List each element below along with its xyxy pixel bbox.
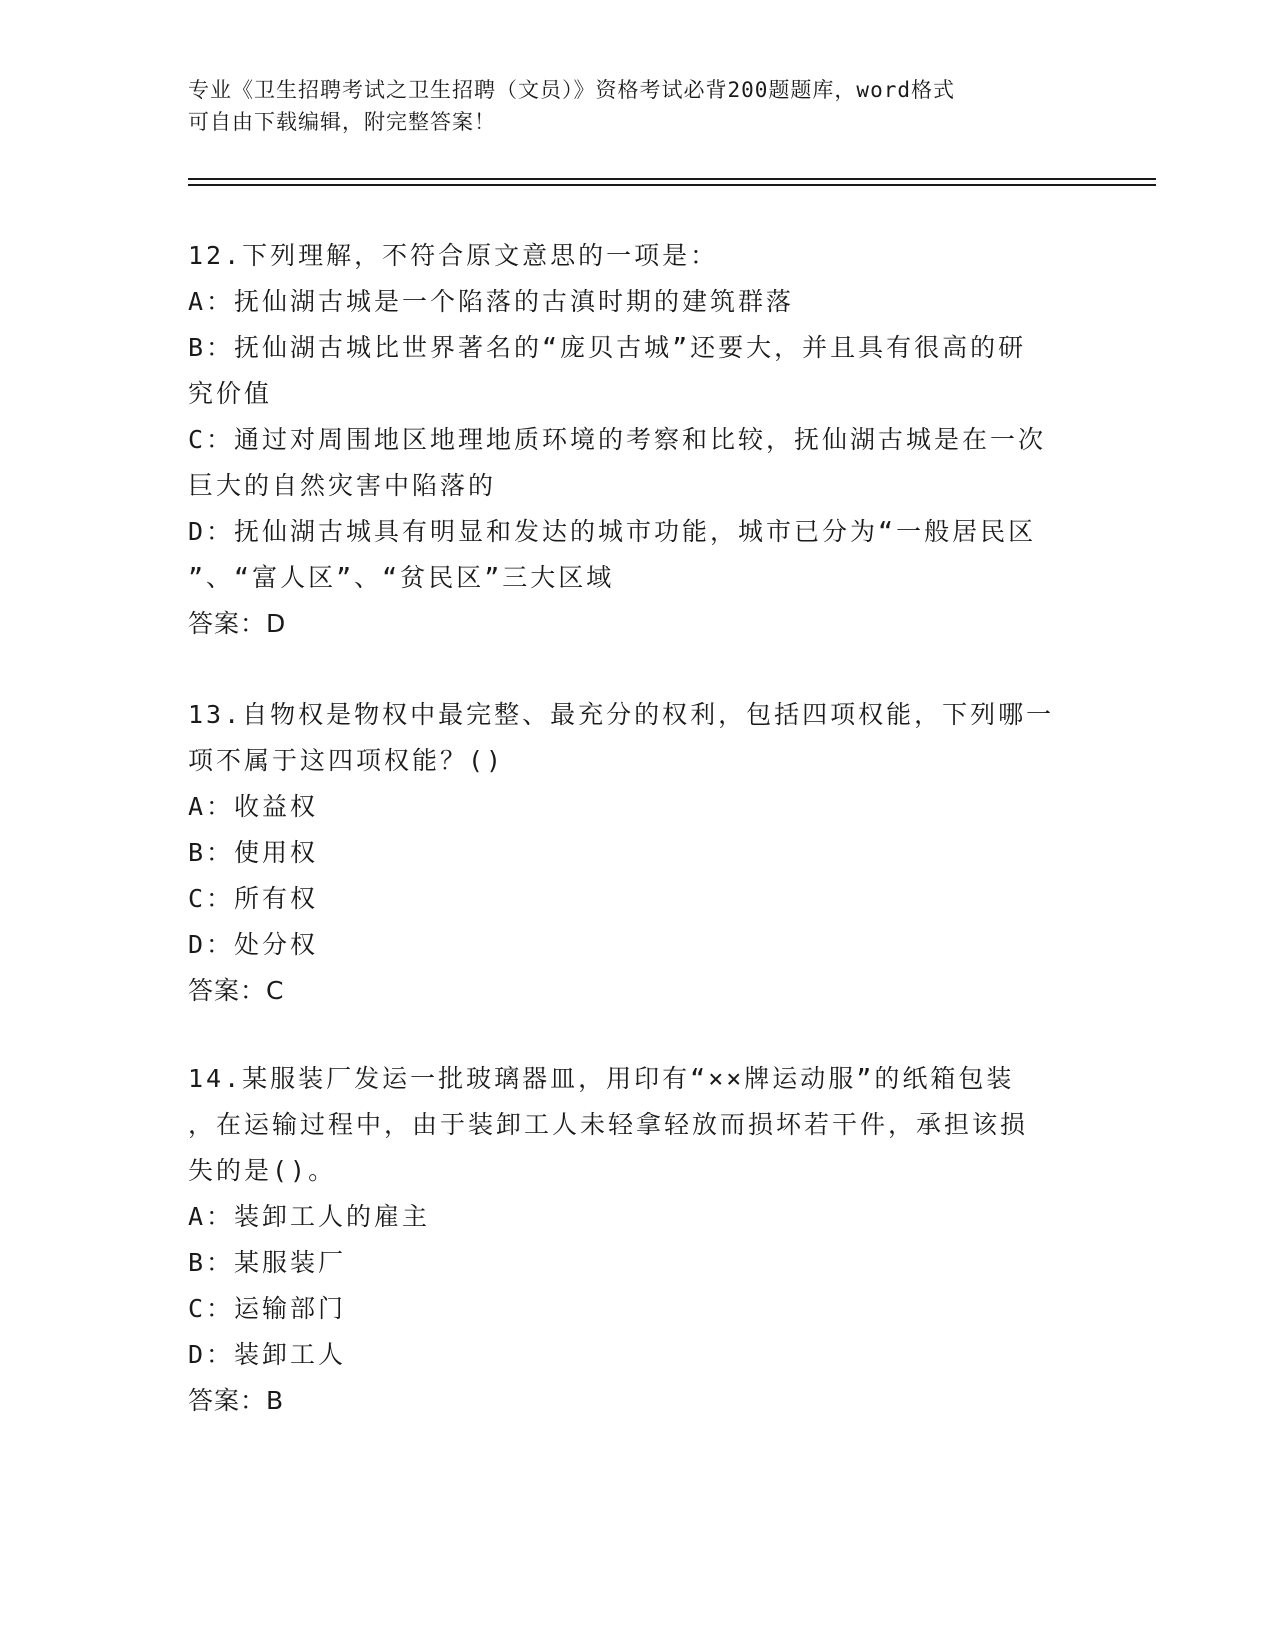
answer-label: 答案：D: [188, 609, 287, 638]
option-b-continued: 究价值: [188, 379, 273, 408]
option-c: C：通过对周围地区地理地质环境的考察和比较，抚仙湖古城是在一次: [188, 425, 1047, 454]
question-12: [188, 233, 1088, 647]
header-line: 专业《卫生招聘考试之卫生招聘（文员）》资格考试必背200题题库，word格式: [188, 78, 955, 102]
question-text-continued: 失的是()。: [188, 1156, 337, 1185]
question-13: [188, 692, 1088, 1014]
option-c: C：运输部门: [188, 1294, 347, 1323]
option-a: A：抚仙湖古城是一个陷落的古滇时期的建筑群落: [188, 287, 795, 316]
question-text: 14.某服装厂发运一批玻璃器皿，用印有“××牌运动服”的纸箱包装: [188, 1064, 1015, 1093]
option-b: B：抚仙湖古城比世界著名的“庞贝古城”还要大，并且具有很高的研: [188, 333, 1027, 362]
question-text: 13.自物权是物权中最完整、最充分的权利，包括四项权能，下列哪一: [188, 700, 1055, 729]
header-divider-top: [188, 178, 1156, 180]
header-divider-bottom: [188, 184, 1156, 186]
question-14: [188, 1056, 1088, 1424]
option-b: B：使用权: [188, 838, 319, 867]
option-c: C：所有权: [188, 884, 319, 913]
answer-label: 答案：C: [188, 976, 285, 1005]
option-a: A：收益权: [188, 792, 319, 821]
answer-label: 答案：B: [188, 1386, 285, 1415]
question-text-continued: ，在运输过程中，由于装卸工人未轻拿轻放而损坏若干件，承担该损: [188, 1110, 1029, 1139]
option-c-continued: 巨大的自然灾害中陷落的: [188, 471, 497, 500]
option-b: B：某服装厂: [188, 1248, 347, 1277]
question-text: 12.下列理解，不符合原文意思的一项是：: [188, 241, 719, 270]
option-d: D：抚仙湖古城具有明显和发达的城市功能，城市已分为“一般居民区: [188, 517, 1037, 546]
option-a: A：装卸工人的雇主: [188, 1202, 431, 1231]
question-text-continued: 项不属于这四项权能？(): [188, 746, 505, 775]
option-d: D：处分权: [188, 930, 319, 959]
option-d: D：装卸工人: [188, 1340, 347, 1369]
document-header: [188, 74, 1068, 138]
option-d-continued: ”、“富人区”、“贫民区”三大区域: [188, 563, 615, 592]
header-line: 可自由下载编辑，附完整答案！: [188, 110, 496, 134]
